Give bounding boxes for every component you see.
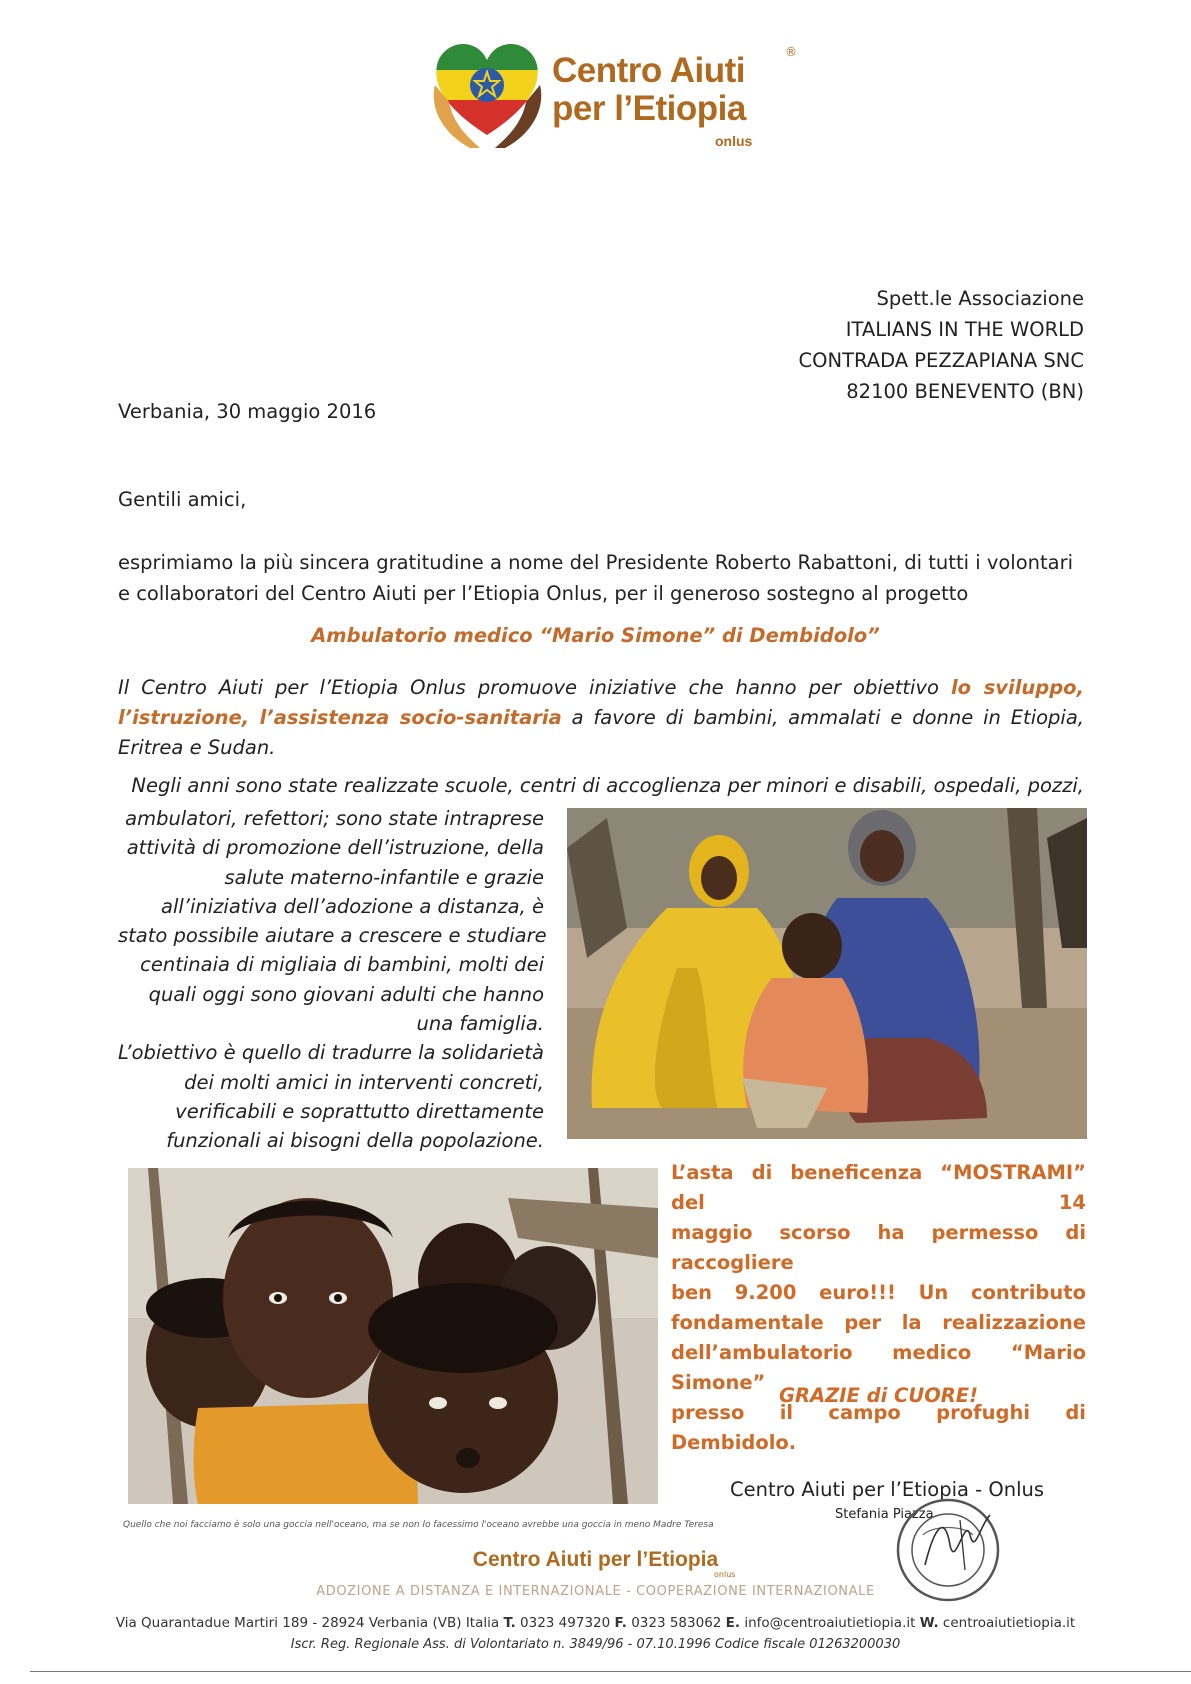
auction-line: presso il campo profughi di Dembidolo. [671,1401,1086,1454]
footer-address: Via Quarantadue Martiri 189 - 28924 Verbania (VB) Italia [115,1615,500,1631]
logo-text [552,52,746,128]
footer-registration: Iscr. Reg. Regionale Ass. di Volontariato n. 3849/96 - 07.10.1996 Codice fiscale 01263200030 [290,1637,901,1652]
achievements-line: una famiglia. [416,1012,544,1036]
achievements-line: ambulatori, refettori; sono state intraprese [125,807,544,830]
achievements-line: all’iniziativa dell’adozione a distanza, è [161,894,544,918]
auction-announcement [671,1158,1086,1458]
achievements-line: salute materno-infantile e grazie [224,865,544,889]
signer-name: Stefania Piazza [835,1507,934,1522]
logo-line-2: per l’Etiopia [552,89,746,128]
achievements-line: dei molti amici in interventi concreti, [184,1070,544,1094]
photo-women-and-child [567,808,1087,1139]
web-label: W. [919,1615,939,1631]
mission-text: Il Centro Aiuti per l’Etiopia Onlus promuove iniziative che hanno per obiettivo [118,676,951,699]
footer-tagline: ADOZIONE A DISTANZA E INTERNAZIONALE - COOPERAZIONE INTERNAZIONALE [316,1584,875,1599]
achievements-line: attività di promozione dell’istruzione, della [126,836,544,860]
auction-line: maggio scorso ha permesso di raccogliere [671,1221,1086,1274]
photo-children [128,1168,658,1504]
signature-organization: Centro Aiuti per l’Etiopia - Onlus [730,1478,1045,1501]
heart-hands-logo-icon [425,30,550,155]
achievements-line: quali oggi sono giovani adulti che hanno [148,982,544,1006]
auction-line: ben 9.200 euro!!! Un contributo [671,1281,1086,1304]
mission-paragraph [118,673,1084,763]
footer-email: info@centroaiutietiopia.it [744,1615,916,1631]
recipient-line: CONTRADA PEZZAPIANA SNC [798,349,1084,372]
footer-website: centroaiutietiopia.it [942,1615,1076,1631]
achievements-line: verificabili e soprattutto direttamente [175,1099,544,1123]
achievements-first-line: Negli anni sono state realizzate scuole, centri di accoglienza per minori e disabili, ospedali, pozzi, [131,774,1084,797]
mission-highlight: lo sviluppo, l’istruzione, l’assistenza socio-sanitaria [118,676,1084,729]
photo-caption-quote: Quello che noi facciamo è solo una goccia nell'oceano, ma se non lo facessimo l'oceano avrebbe una goccia in meno Madre Teresa [123,1520,714,1530]
gratitude-paragraph: esprimiamo la più sincera gratitudine a nome del Presidente Roberto Rabattoni, di tutti i volontari e collaboratori del Centro Aiuti per l’Etiopia Onlus, per il generoso sostegno al progetto [118,551,1074,605]
achievements-line: L’obiettivo è quello di tradurre la solidarietà [118,1041,544,1065]
thanks-message: GRAZIE di CUORE! [779,1384,978,1407]
achievements-line: centinaia di migliaia di bambini, molti dei [140,953,544,977]
logo-line-1: Centro Aiuti [552,51,745,90]
footer-fax: 0323 583062 [631,1615,722,1631]
auction-line: L’asta di beneficenza “MOSTRAMI” del 14 [671,1161,1086,1214]
achievements-line: funzionali ai bisogni della popolazione. [166,1129,544,1153]
recipient-address [799,283,1084,407]
organization-logo [425,30,805,160]
project-title: Ambulatorio medico “Mario Simone” di Dembidolo” [311,624,880,647]
achievements-line: stato possibile aiutare a crescere e studiare [118,924,547,948]
recipient-line: ITALIANS IN THE WORLD [845,318,1084,341]
footer-contacts [0,1615,1191,1631]
auction-line: fondamentale per la realizzazione [671,1311,1086,1334]
achievements-paragraph [118,804,547,1156]
bottom-divider [30,1671,1191,1672]
footer-organization: Centro Aiuti per l’Etiopia [472,1548,719,1571]
auction-line: dell’ambulatorio medico “Mario Simone” [671,1341,1086,1394]
salutation: Gentili amici, [118,488,247,511]
email-label: E. [725,1615,741,1631]
logo-onlus: onlus [715,133,753,149]
footer-onlus: onlus [714,1570,736,1579]
fax-label: F. [614,1615,627,1631]
registered-mark: ® [785,45,797,59]
mission-text-end: a favore di bambini, ammalati e donne in Etiopia, Eritrea e Sudan. [118,706,1084,759]
footer-phone: 0323 497320 [520,1615,611,1631]
phone-label: T. [503,1615,516,1631]
recipient-line: Spett.le Associazione [876,287,1084,310]
place-date: Verbania, 30 maggio 2016 [118,400,377,423]
recipient-line: 82100 BENEVENTO (BN) [846,380,1084,403]
